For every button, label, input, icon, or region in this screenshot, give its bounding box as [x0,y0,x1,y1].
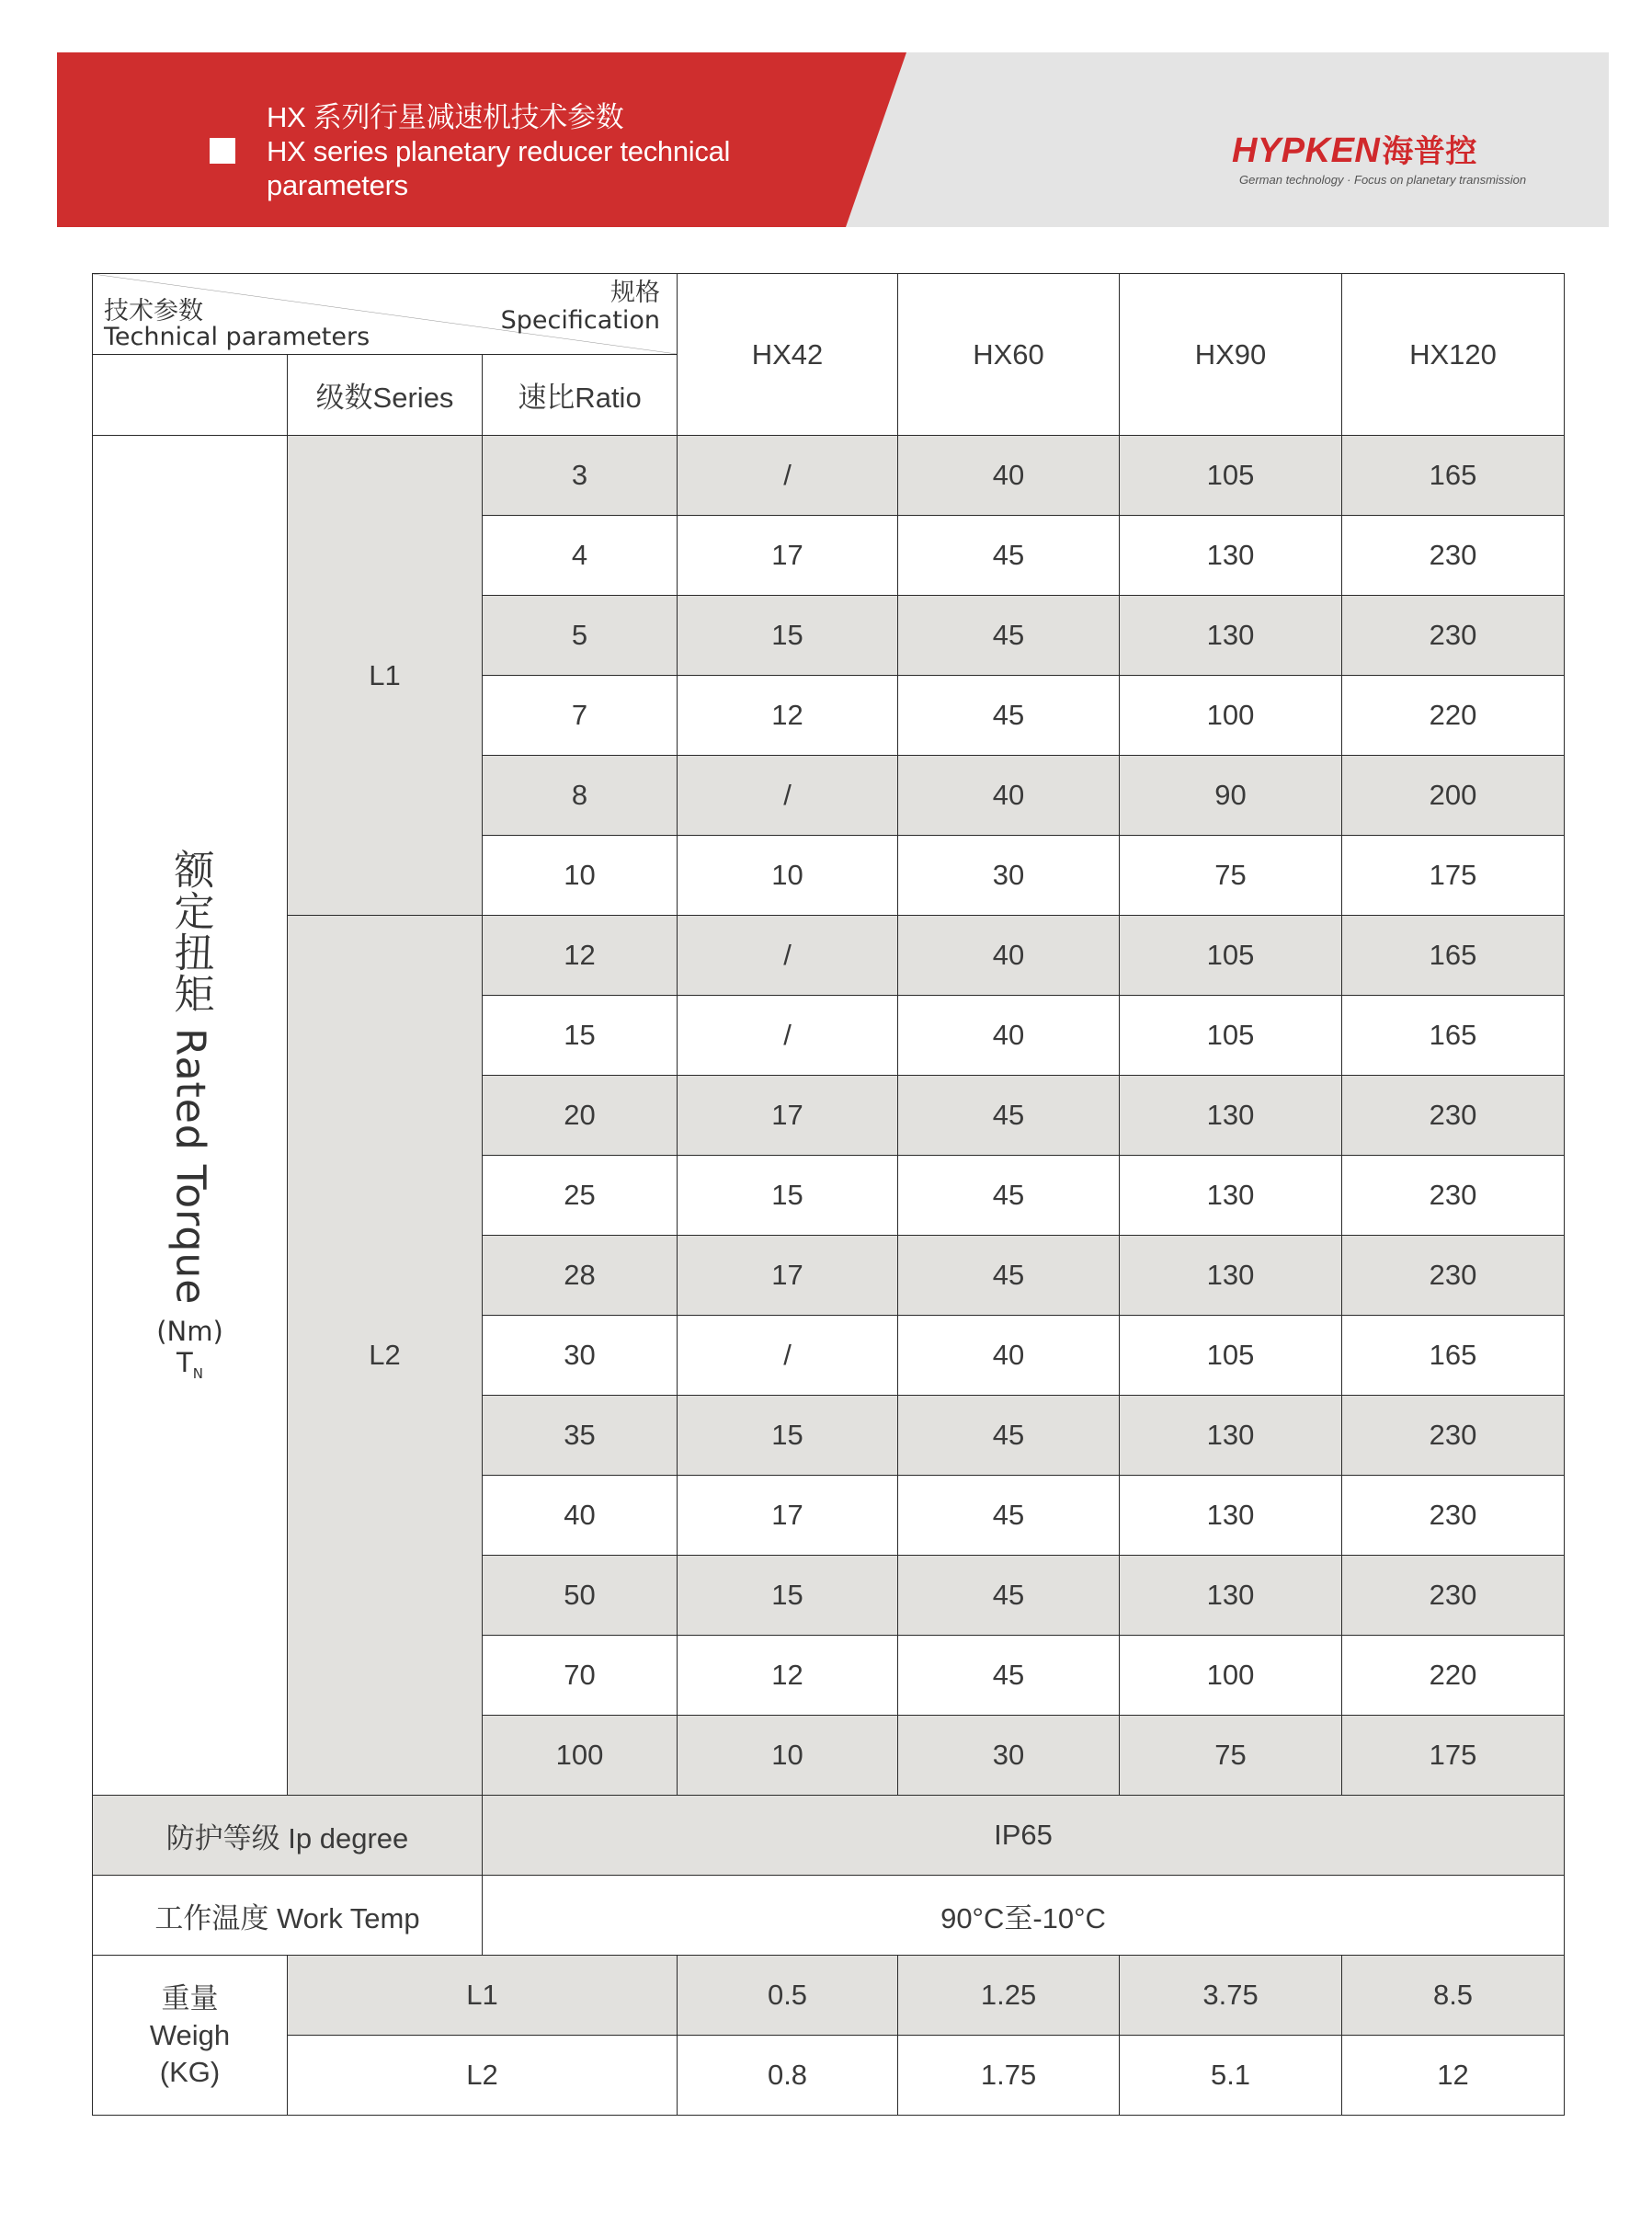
torque-value-cell: 45 [898,1636,1120,1716]
brand-logo [1232,126,1544,187]
spec-label [501,280,660,335]
temp-value: 90°C至-10°C [483,1876,1565,1956]
title-cn: HX 系列行星减速机技术参数 [267,101,624,133]
torque-value-cell: 130 [1120,1476,1342,1556]
tech-label-cn: 技术参数 [104,297,203,325]
torque-value-cell: 15 [678,1396,898,1476]
torque-value-cell: 12 [678,676,898,756]
weight-series-cell: L2 [288,2036,678,2116]
torque-value-cell: 130 [1120,1236,1342,1316]
torque-value-cell: 230 [1342,1556,1565,1636]
spec-label-cn: 规格 [610,279,661,307]
ratio-header: 速比Ratio [483,355,678,436]
weight-value-cell: 0.8 [678,2036,898,2116]
torque-value-cell: 165 [1342,916,1565,996]
ratio-cell: 35 [483,1396,678,1476]
torque-value-cell: 45 [898,596,1120,676]
torque-value-cell: 40 [898,756,1120,836]
title-en-line1: HX series planetary reducer technical [267,135,731,167]
torque-value-cell: 105 [1120,916,1342,996]
torque-value-cell: 17 [678,1236,898,1316]
weight-value-cell: 3.75 [1120,1956,1342,2036]
torque-value-cell: 130 [1120,1076,1342,1156]
weight-value-cell: 5.1 [1120,2036,1342,2116]
ip-label: 防护等级 Ip degree [93,1796,483,1876]
torque-value-cell: 45 [898,1556,1120,1636]
ratio-cell: 12 [483,916,678,996]
weight-value-cell: 1.25 [898,1956,1120,2036]
torque-value-cell: 130 [1120,1396,1342,1476]
corner-header-cell [93,274,678,355]
temp-label: 工作温度 Work Temp [93,1876,483,1956]
torque-value-cell: 15 [678,1156,898,1236]
ratio-cell: 3 [483,436,678,516]
weight-unit: (KG) [159,2055,221,2088]
weight-value-cell: 0.5 [678,1956,898,2036]
table-row [93,916,1565,996]
series-cell-l2: L2 [288,916,483,1796]
torque-value-cell: 45 [898,1476,1120,1556]
torque-value-cell: 100 [1120,1636,1342,1716]
ratio-cell: 15 [483,996,678,1076]
torque-value-cell: / [678,436,898,516]
torque-value-cell: / [678,756,898,836]
torque-value-cell: 230 [1342,1476,1565,1556]
torque-value-cell: 200 [1342,756,1565,836]
torque-value-cell: 230 [1342,1396,1565,1476]
torque-value-cell: 15 [678,596,898,676]
torque-value-cell: 10 [678,1716,898,1796]
torque-value-cell: 220 [1342,676,1565,756]
header-banner [57,52,1609,227]
weight-label-en: Weigh [149,2018,231,2051]
torque-value-cell: 15 [678,1556,898,1636]
torque-value-cell: / [678,1316,898,1396]
brand-name-cn: 海普控 [1382,134,1477,169]
torque-value-cell: 130 [1120,1556,1342,1636]
torque-value-cell: 165 [1342,436,1565,516]
torque-value-cell: 75 [1120,1716,1342,1796]
torque-value-cell: 105 [1120,996,1342,1076]
torque-value-cell: 220 [1342,1636,1565,1716]
blank-header-cell [93,355,288,436]
ratio-cell: 100 [483,1716,678,1796]
ratio-cell: 25 [483,1156,678,1236]
torque-value-cell: 230 [1342,516,1565,596]
temp-row [93,1876,1565,1956]
page-title [267,100,730,202]
weight-label-cn: 重量 [161,1981,219,2014]
torque-value-cell: 175 [1342,836,1565,916]
torque-value-cell: 105 [1120,436,1342,516]
torque-value-cell: / [678,996,898,1076]
torque-value-cell: 45 [898,676,1120,756]
ratio-cell: 10 [483,836,678,916]
torque-value-cell: 40 [898,916,1120,996]
torque-value-cell: 165 [1342,996,1565,1076]
weight-value-cell: 1.75 [898,2036,1120,2116]
ratio-cell: 20 [483,1076,678,1156]
model-header-hx90: HX90 [1120,274,1342,436]
torque-value-cell: 40 [898,996,1120,1076]
square-bullet-icon [210,138,235,164]
title-en-line2: parameters [267,169,408,201]
torque-value-cell: 30 [898,836,1120,916]
torque-value-cell: 45 [898,1236,1120,1316]
torque-value-cell: 45 [898,1156,1120,1236]
table-row [93,436,1565,516]
ratio-cell: 28 [483,1236,678,1316]
torque-value-cell: 105 [1120,1316,1342,1396]
torque-value-cell: 230 [1342,1076,1565,1156]
torque-value-cell: 100 [1120,676,1342,756]
ratio-cell: 8 [483,756,678,836]
series-cell-l1: L1 [288,436,483,916]
ratio-cell: 70 [483,1636,678,1716]
ratio-cell: 30 [483,1316,678,1396]
rated-torque-label: 额定扭矩 Rated Torque [166,848,214,1306]
ratio-cell: 7 [483,676,678,756]
tech-label [104,299,370,350]
torque-value-cell: 30 [898,1716,1120,1796]
torque-value-cell: 130 [1120,596,1342,676]
torque-value-cell: 230 [1342,1236,1565,1316]
weight-value-cell: 8.5 [1342,1956,1565,2036]
torque-value-cell: 230 [1342,1156,1565,1236]
torque-value-cell: 165 [1342,1316,1565,1396]
brand-tagline: German technology · Focus on planetary transmission [1239,173,1527,187]
model-header-hx120: HX120 [1342,274,1565,436]
spec-label-en: Specification [500,306,661,335]
ratio-cell: 4 [483,516,678,596]
tech-label-en: Technical parameters [104,323,370,351]
weight-label-cell [93,1956,288,2116]
series-header: 级数Series [288,355,483,436]
weight-series-cell: L1 [288,1956,678,2036]
rated-torque-unit: (Nm) [156,1316,223,1348]
torque-value-cell: 17 [678,1476,898,1556]
ip-row [93,1796,1565,1876]
weight-row [93,1956,1565,2036]
torque-value-cell: 17 [678,516,898,596]
rated-torque-label-cell [93,436,288,1796]
torque-value-cell: 10 [678,836,898,916]
weight-row [93,2036,1565,2116]
torque-value-cell: 130 [1120,516,1342,596]
ratio-cell: 40 [483,1476,678,1556]
torque-value-cell: 90 [1120,756,1342,836]
torque-value-cell: / [678,916,898,996]
rated-torque-symbol: $T_N$ [177,1347,203,1383]
torque-value-cell: 175 [1342,1716,1565,1796]
torque-value-cell: 45 [898,516,1120,596]
ratio-cell: 50 [483,1556,678,1636]
torque-value-cell: 75 [1120,836,1342,916]
weight-value-cell: 12 [1342,2036,1565,2116]
torque-value-cell: 40 [898,1316,1120,1396]
spec-table [92,273,1565,2116]
torque-value-cell: 45 [898,1076,1120,1156]
model-header-hx42: HX42 [678,274,898,436]
torque-value-cell: 230 [1342,596,1565,676]
brand-name: HYPKEN [1232,131,1381,170]
torque-value-cell: 45 [898,1396,1120,1476]
torque-value-cell: 12 [678,1636,898,1716]
torque-value-cell: 17 [678,1076,898,1156]
model-header-hx60: HX60 [898,274,1120,436]
ip-value: IP65 [483,1796,1565,1876]
ratio-cell: 5 [483,596,678,676]
torque-value-cell: 40 [898,436,1120,516]
torque-value-cell: 130 [1120,1156,1342,1236]
